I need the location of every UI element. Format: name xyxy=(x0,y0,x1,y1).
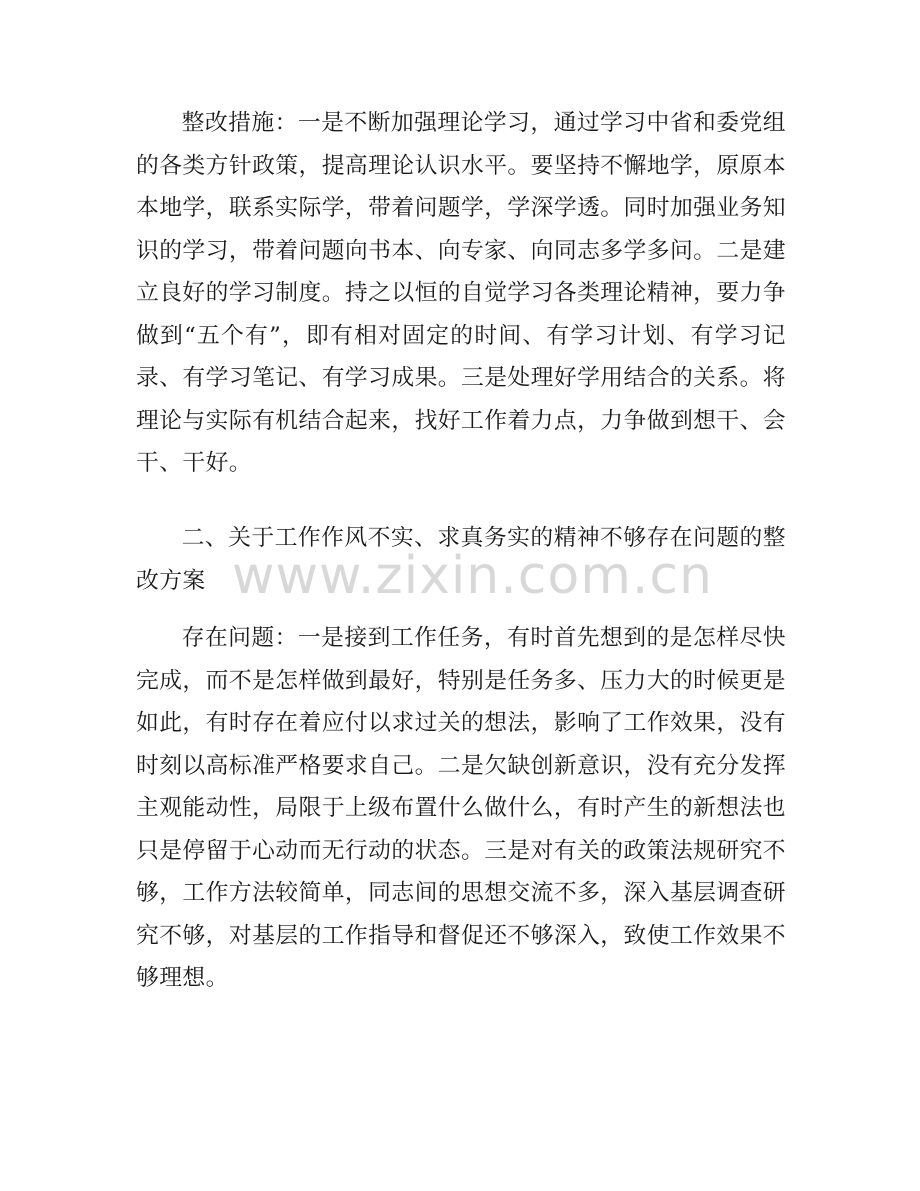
paragraph-rectification-measures: 整改措施：一是不断加强理论学习，通过学习中省和委党组的各类方针政策，提高理论认识水平。要坚持不懈地学，原原本本地学，联系实际学，带着问题学，学深学透。同时加强业务知识的学习，带着问题向书本、向专家、向同志多学多问。二是建立良好的学习制度。持之以恒的自觉学习各类理论精神，要力争做到“五个有”，即有相对固定的时间、有学习计划、有学习记录、有学习笔记、有学习成果。三是处理好学用结合的关系。将理论与实际有机结合起来，找好工作着力点，力争做到想干、会干、干好。 xyxy=(136,110,786,476)
watermark-text: www.zixin.com.cn xyxy=(232,546,713,606)
paragraph-existing-problems: 存在问题：一是接到工作任务，有时首先想到的是怎样尽快完成，而不是怎样做到最好，特别是任务多、压力大的时候更是如此，有时存在着应付以求过关的想法，影响了工作效果，没有时刻以高标准严格要求自己。二是欠缺创新意识，没有充分发挥主观能动性，局限于上级布置什么做什么，有时产生的新想法也只是停留于心动而无行动的状态。三是对有关的政策法规研究不够，工作方法较简单，同志间的思想交流不多，深入基层调查研究不够，对基层的工作指导和督促还不够深入，致使工作效果不够理想。 xyxy=(136,625,786,991)
section-heading: 二、关于工作作风不实、求真务实的精神不够存在问题的整改方案 xyxy=(136,525,786,594)
